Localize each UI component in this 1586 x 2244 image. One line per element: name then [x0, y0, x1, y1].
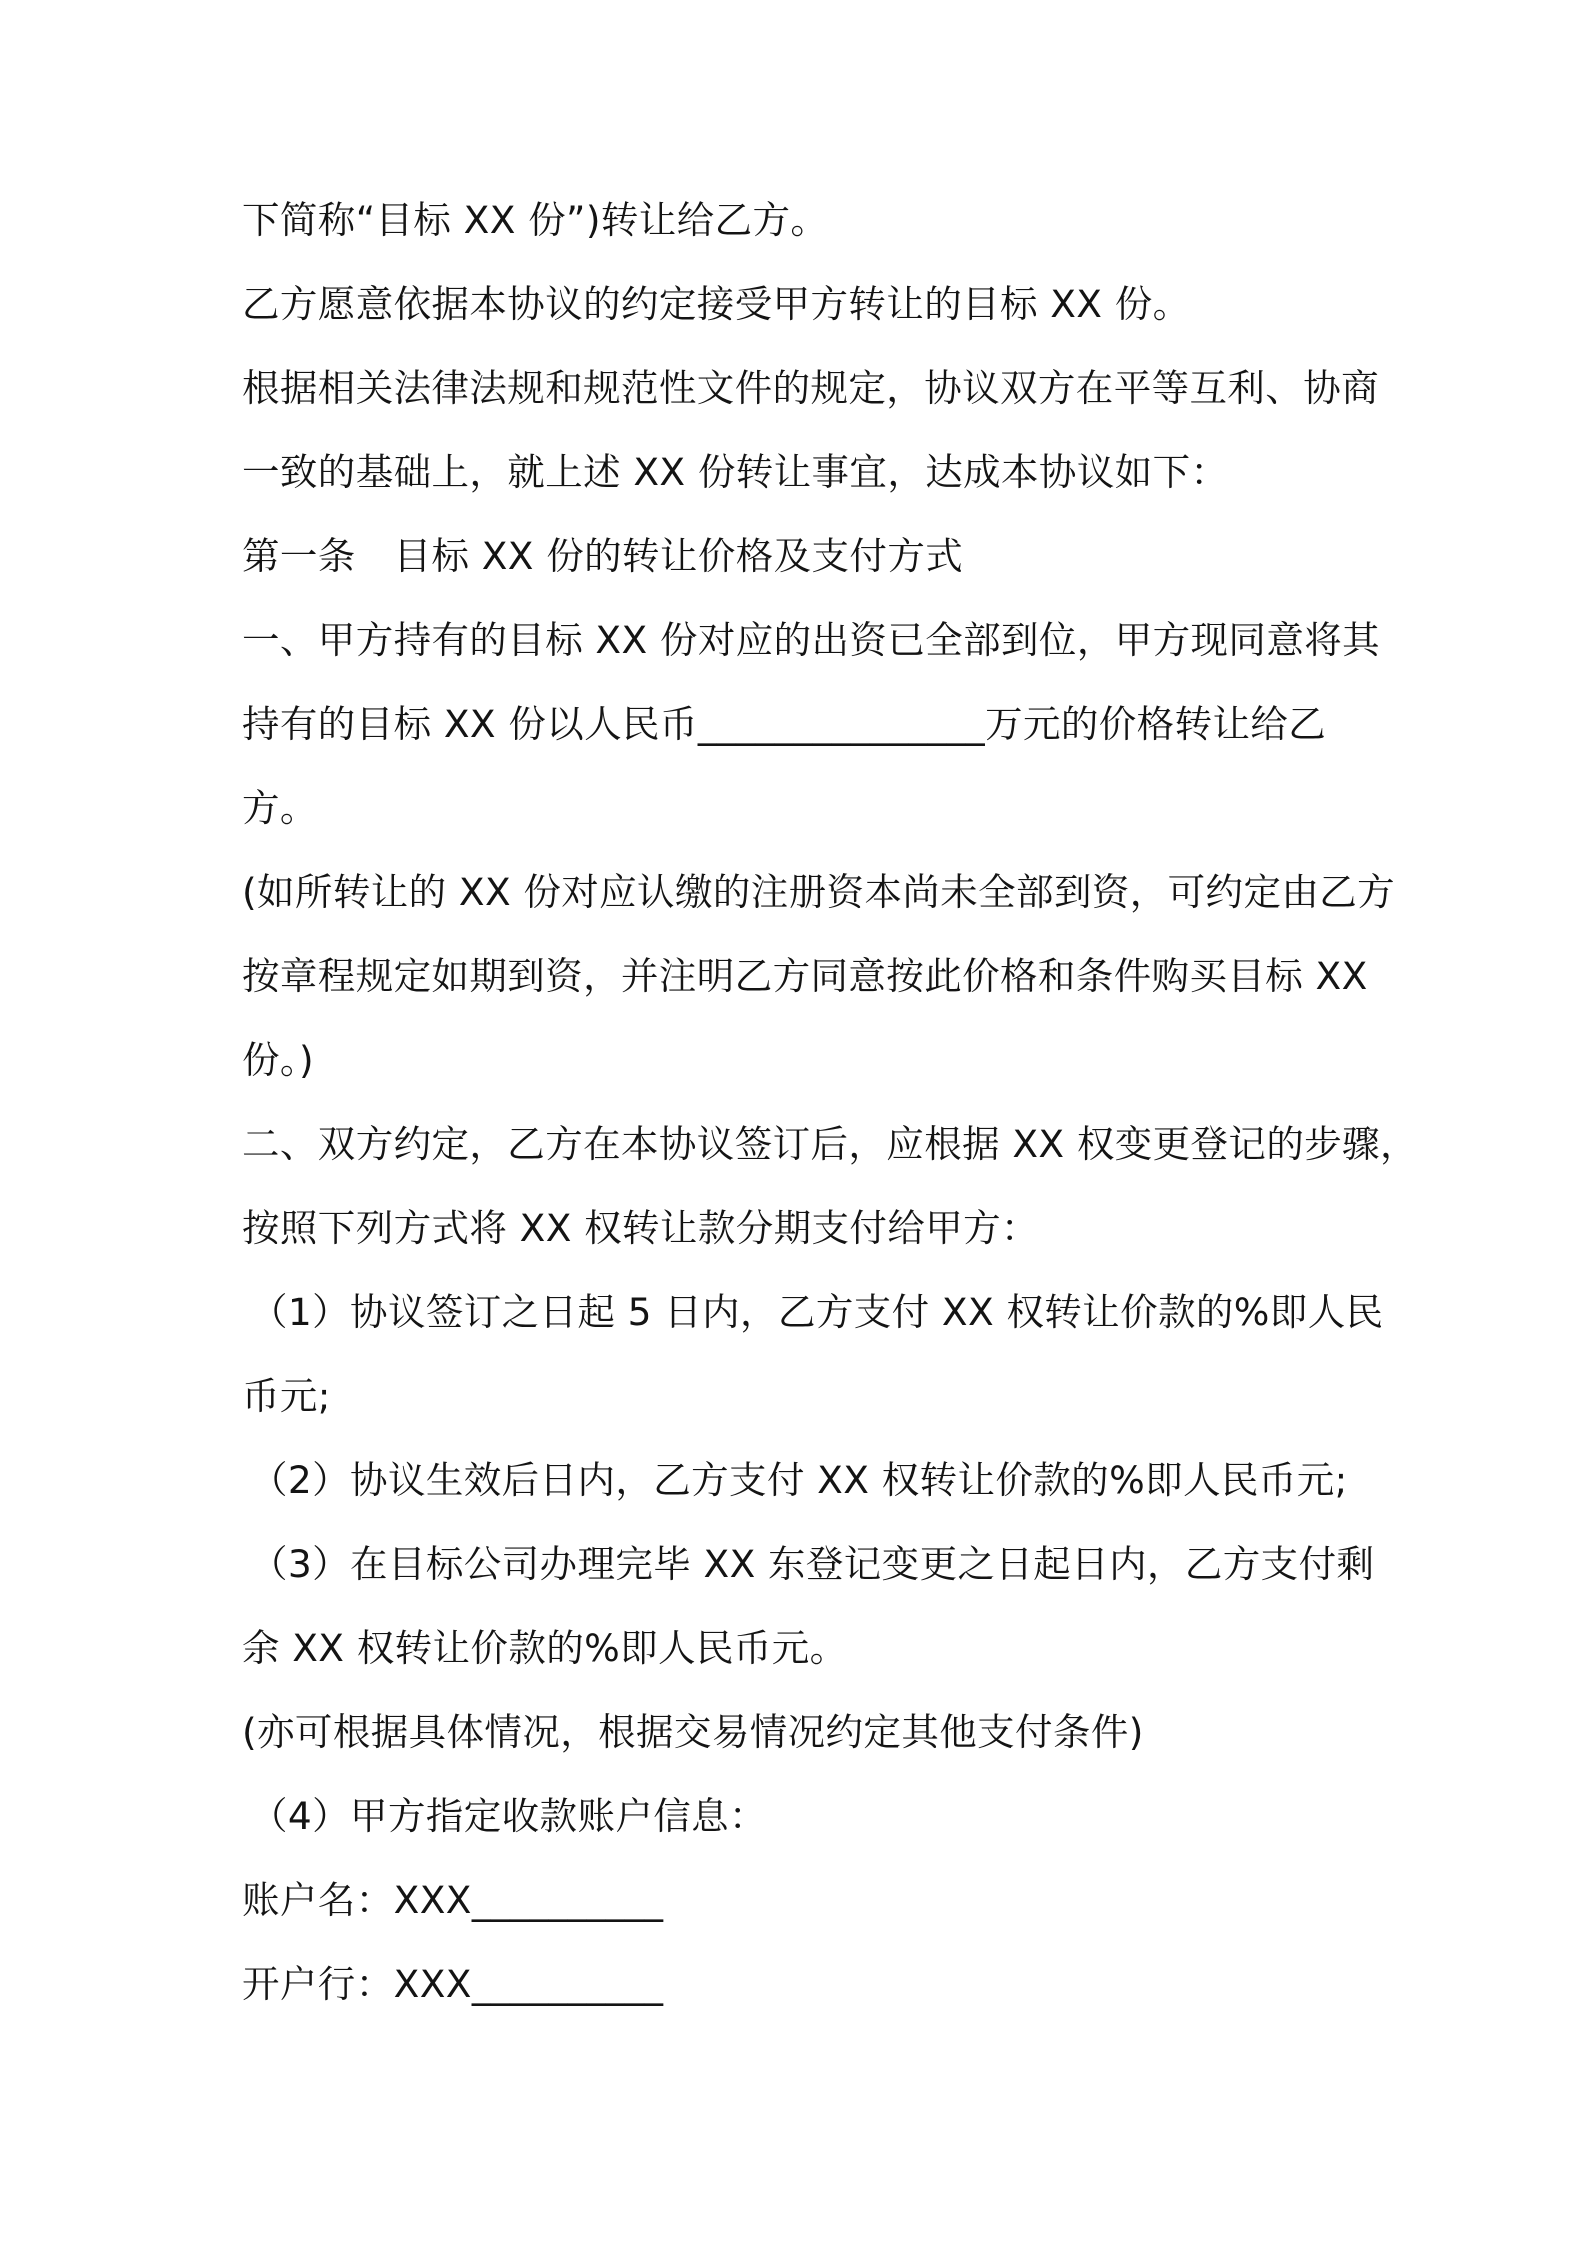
text-line-7: 持有的目标 XX 份以人民币_______________万元的价格转让给乙	[242, 702, 1327, 746]
payment-item-4: （4）甲方指定收款账户信息：	[250, 1794, 767, 1838]
payment-item-3: （3）在目标公司办理完毕 XX 东登记变更之日起日内，乙方支付剩	[250, 1542, 1375, 1586]
text-line-11: 份。)	[242, 1038, 315, 1082]
text-line-9: (如所转让的 XX 份对应认缴的注册资本尚未全部到资，可约定由乙方	[242, 870, 1396, 914]
account-name-line: 账户名：XXX__________	[242, 1878, 664, 1922]
text-line-13: 按照下列方式将 XX 权转让款分期支付给甲方：	[242, 1206, 1039, 1250]
text-line-12: 二、双方约定，乙方在本协议签订后，应根据 XX 权变更登记的步骤，	[242, 1122, 1418, 1166]
text-line-18: 余 XX 权转让价款的%即人民币元。	[242, 1626, 848, 1670]
text-line-2: 乙方愿意依据本协议的约定接受甲方转让的目标 XX 份。	[242, 282, 1191, 326]
payment-item-1: （1）协议签订之日起 5 日内，乙方支付 XX 权转让价款的%即人民	[250, 1290, 1384, 1334]
text-line-19: (亦可根据具体情况，根据交易情况约定其他支付条件)	[242, 1710, 1144, 1754]
payment-item-2: （2）协议生效后日内，乙方支付 XX 权转让价款的%即人民币元;	[250, 1458, 1348, 1502]
text-line-1: 下简称“目标 XX 份”)转让给乙方。	[242, 198, 829, 242]
bank-line: 开户行：XXX__________	[242, 1962, 664, 2006]
text-line-4: 一致的基础上，就上述 XX 份转让事宜，达成本协议如下：	[242, 450, 1229, 494]
text-line-6: 一、甲方持有的目标 XX 份对应的出资已全部到位，甲方现同意将其	[242, 618, 1381, 662]
article-heading: 第一条 目标 XX 份的转让价格及支付方式	[242, 534, 964, 578]
text-line-10: 按章程规定如期到资，并注明乙方同意按此价格和条件购买目标 XX	[242, 954, 1368, 998]
text-line-8: 方。	[242, 786, 318, 830]
text-line-15: 币元;	[242, 1374, 331, 1418]
text-line-3: 根据相关法律法规和规范性文件的规定，协议双方在平等互利、协商	[242, 366, 1379, 410]
